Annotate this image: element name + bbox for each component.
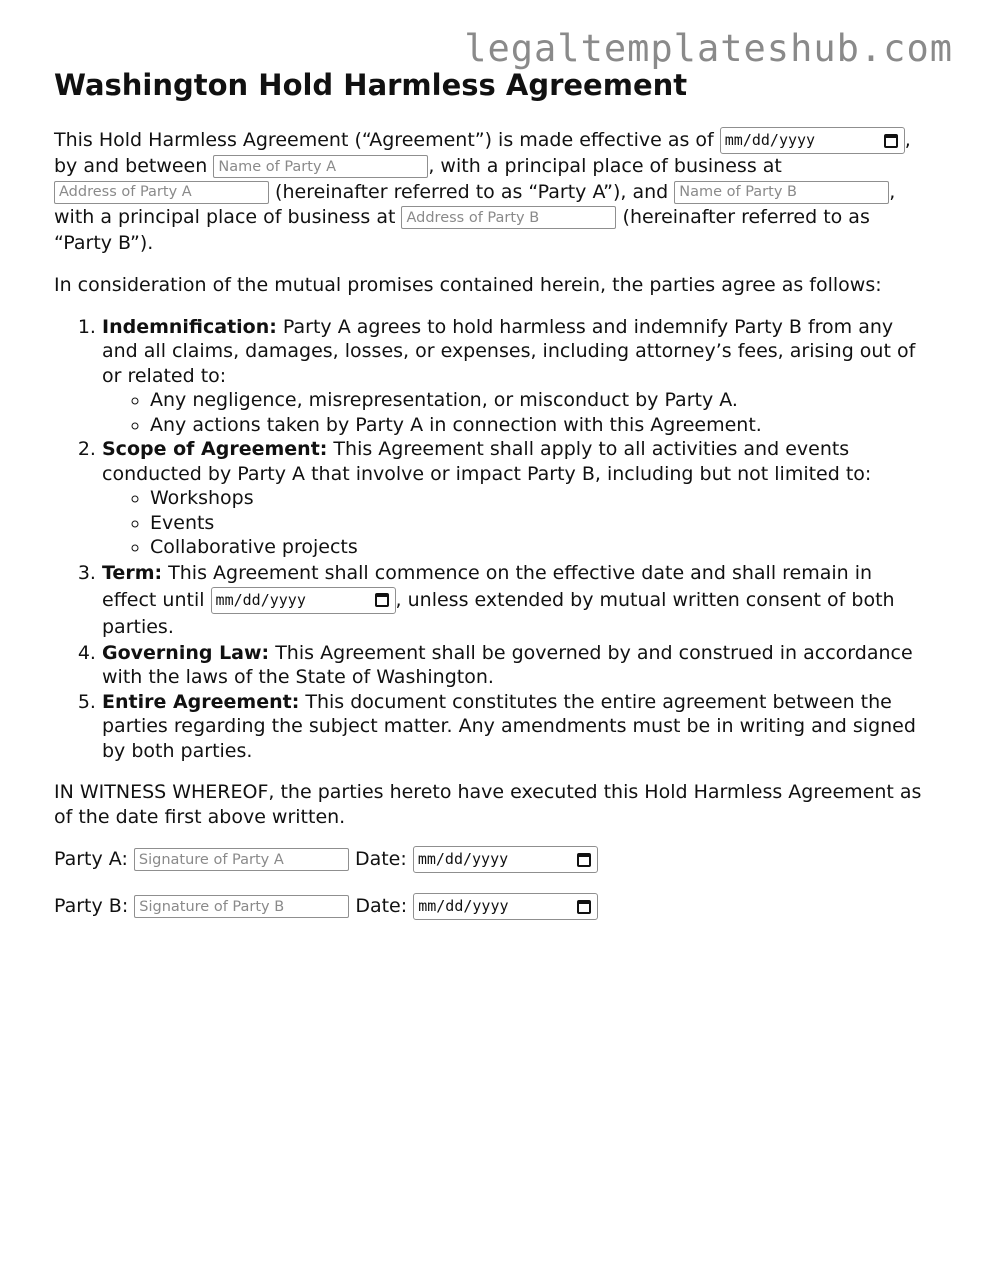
calendar-icon[interactable] xyxy=(375,593,389,607)
date-label: Date: xyxy=(355,895,408,917)
intro-text: with a principal place of business at xyxy=(54,206,396,228)
term-item-governing-law xyxy=(102,641,929,690)
list-item: ◦ Workshops xyxy=(150,486,929,511)
consideration-paragraph: In consideration of the mutual promises contained herein, the parties agree as follows: xyxy=(54,274,882,296)
intro-text: by and between xyxy=(54,155,208,177)
calendar-icon[interactable] xyxy=(577,853,591,867)
intro-paragraph xyxy=(54,127,929,256)
party-b-address-field[interactable] xyxy=(401,206,616,229)
term-item-scope xyxy=(102,437,929,560)
intro-text: , with a principal place of business at xyxy=(428,155,782,177)
party-a-name-field[interactable] xyxy=(213,155,428,178)
party-a-signature-field[interactable] xyxy=(134,848,349,871)
date-placeholder: mm/dd/yyyy xyxy=(724,130,816,149)
page-title: Washington Hold Harmless Agreement xyxy=(54,68,688,102)
date-placeholder: mm/dd/yyyy xyxy=(418,897,509,915)
term-heading: Scope of Agreement: xyxy=(102,438,328,460)
term-end-date-input[interactable] xyxy=(211,587,396,614)
signature-row-party-a xyxy=(54,846,929,873)
intro-text: (hereinafter referred to as “Party A”), and xyxy=(275,180,669,203)
list-item: ◦ Collaborative projects xyxy=(150,535,929,560)
signature-label: Party A: xyxy=(54,848,128,870)
term-item-term xyxy=(102,560,929,641)
intro-text: This Hold Harmless Agreement (“Agreement”) is made effective as of xyxy=(54,129,714,151)
term-sub-list xyxy=(102,388,929,437)
watermark: legaltemplateshub.com xyxy=(464,27,953,70)
party-b-date-input[interactable] xyxy=(413,893,598,920)
calendar-icon[interactable] xyxy=(884,134,898,148)
witness-paragraph: IN WITNESS WHEREOF, the parties hereto have executed this Hold Harmless Agreement as of the date first above written. xyxy=(54,781,922,828)
party-b-signature-field[interactable] xyxy=(134,895,349,918)
term-heading: Term: xyxy=(102,561,163,584)
list-item: ◦ Events xyxy=(150,511,929,536)
term-text: This Agreement shall be governed by and construed in accordance with the laws of the State of Washington. xyxy=(102,641,913,688)
party-a-address-field[interactable] xyxy=(54,181,269,204)
signature-row-party-b xyxy=(54,893,929,920)
term-item-entire-agreement xyxy=(102,690,929,764)
effective-date-input[interactable] xyxy=(720,127,905,154)
term-heading: Entire Agreement: xyxy=(102,690,300,713)
term-heading: Governing Law: xyxy=(102,641,270,664)
date-label: Date: xyxy=(354,848,407,870)
intro-comma: , xyxy=(889,180,896,203)
list-item: ◦ Any negligence, misrepresentation, or misconduct by Party A. xyxy=(150,388,929,413)
list-item: ◦ Any actions taken by Party A in connection with this Agreement. xyxy=(150,413,929,438)
party-a-date-input[interactable] xyxy=(413,846,598,873)
calendar-icon[interactable] xyxy=(577,900,591,914)
signature-label: Party B: xyxy=(54,895,129,917)
intro-text: (hereinafter referred to as “Party B”). xyxy=(54,206,870,254)
term-text: Party A agrees to hold harmless and indemnify Party B from any and all claims, damages, losses, or expenses, including attorney’s fees, arising out of or related to: xyxy=(102,315,916,387)
intro-comma: , xyxy=(904,129,911,151)
term-text: This document constitutes the entire agreement between the parties regarding the subject matter. Any amendments must be in writing and signed by both parties. xyxy=(102,690,916,762)
term-sub-list xyxy=(102,486,929,560)
date-placeholder: mm/dd/yyyy xyxy=(417,850,509,868)
term-heading: Indemnification: xyxy=(102,315,277,338)
terms-list xyxy=(54,315,929,764)
term-text: This Agreement shall apply to all activities and events conducted by Party A that involve or impact Party B, including but not limited to: xyxy=(102,438,872,485)
term-text: , unless extended by mutual written consent of both parties. xyxy=(102,588,895,638)
party-b-name-field[interactable] xyxy=(674,181,889,204)
agreement-document xyxy=(54,66,929,940)
term-item-indemnification xyxy=(102,315,929,438)
date-placeholder: mm/dd/yyyy xyxy=(215,590,306,609)
term-text: This Agreement shall commence on the effective date and shall remain in effect until xyxy=(102,561,873,611)
